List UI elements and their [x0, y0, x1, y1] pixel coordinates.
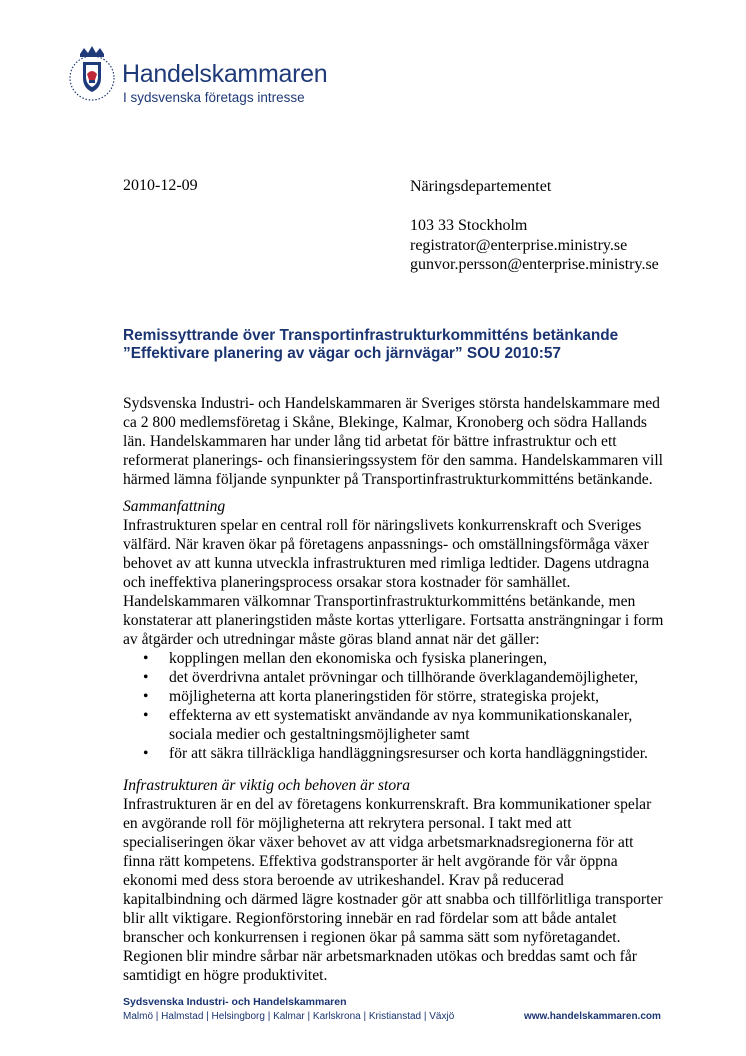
- bullet-icon: •: [143, 745, 149, 762]
- intro-paragraph: [123, 394, 663, 489]
- paragraph-line: av åtgärder och utredningar måste göras bland annat när det gäller:: [123, 631, 540, 648]
- infrastructure-section: [123, 776, 663, 985]
- paragraph-line: Regionen blir mindre sårbar när arbetsmarknaden utökas och breddas samt och får: [123, 948, 637, 965]
- footer-cities: Malmö | Halmstad | Helsingborg | Kalmar | Karlskrona | Kristianstad | Växjö: [123, 1011, 455, 1022]
- section-heading: Sammanfattning: [123, 498, 226, 515]
- paragraph-line: Sydsvenska Industri- och Handelskammaren är Sveriges största handelskammare med: [123, 395, 660, 412]
- bullet-item: [123, 706, 643, 744]
- paragraph-line: reformerat planerings- och finansieringssystem för den samma. Handelskammaren vill: [123, 452, 663, 469]
- bullet-item: [123, 668, 643, 687]
- bullet-icon: •: [143, 650, 149, 667]
- paragraph-line: kapitalbindning och därmed lägre kostnader gör att snabba och tillförlitliga transporter: [123, 891, 663, 908]
- recipient-address: [410, 177, 659, 275]
- paragraph-line: Handelskammaren välkomnar Transportinfrastrukturkommitténs betänkande, men: [123, 593, 636, 610]
- summary-section: [123, 497, 664, 763]
- paragraph-line: konstaterar att planeringstiden måste kortas ytterligare. Fortsatta ansträngningar i form: [123, 612, 664, 629]
- paragraph-line: blir allt viktigare. Regionförstoring innebär en rad fördelar som att både antalet: [123, 910, 617, 927]
- bullet-text: effekterna av ett systematiskt användande av nya kommunikationskanaler,: [169, 707, 633, 724]
- paragraph-line: behovet av att kunna utveckla infrastrukturen med rimliga ledtider. Dagens utdragna: [123, 555, 650, 572]
- recipient-email: registrator@enterprise.ministry.se: [410, 236, 628, 254]
- bullet-text: kopplingen mellan den ekonomiska och fysiska planeringen,: [169, 650, 548, 667]
- recipient-line: 103 33 Stockholm: [410, 217, 528, 234]
- crown-seal-icon: [66, 44, 118, 106]
- recipient-email: gunvor.persson@enterprise.ministry.se: [410, 256, 659, 273]
- title-line: ”Effektivare planering av vägar och järnvägar” SOU 2010:57: [123, 345, 561, 362]
- bullet-text: möjligheterna att korta planeringstiden för större, strategiska projekt,: [169, 688, 599, 705]
- paragraph-line: välfärd. När kraven ökar på företagens anpassnings- och omställningsförmåga växer: [123, 536, 649, 553]
- paragraph-line: härmed lämna följande synpunkter på Transportinfrastrukturkommitténs betänkande.: [123, 471, 653, 488]
- footer-organization: Sydsvenska Industri- och Handelskammaren: [123, 996, 347, 1008]
- paragraph-line: län. Handelskammaren har under lång tid arbetat för bättre infrastruktur och ett: [123, 433, 617, 450]
- bullet-icon: •: [143, 688, 149, 705]
- paragraph-line: Infrastrukturen är en del av företagens konkurrenskraft. Bra kommunikationer spelar: [123, 796, 652, 813]
- paragraph-line: ca 2 800 medlemsföretag i Skåne, Blekinge, Kalmar, Kronoberg och södra Hallands: [123, 414, 647, 431]
- paragraph-line: branscher och konkurrensen i regionen ökar på samma sätt som nyföretagandet.: [123, 929, 621, 946]
- bullet-text: för att säkra tillräckliga handläggningsresurser och korta handläggningstider.: [169, 745, 648, 762]
- paragraph-line: specialiseringen ökar växer behovet av att vidga arbetsmarknadsregionerna för att: [123, 834, 634, 851]
- summary-bullet-list: [123, 649, 648, 763]
- document-title: [123, 327, 618, 363]
- paragraph-line: ekonomi med dess stora beroende av utrikeshandel. Krav på reducerad: [123, 872, 564, 889]
- title-line: Remissyttrande över Transportinfrastrukturkommitténs betänkande: [123, 327, 619, 344]
- paragraph-line: en avgörande roll för möjligheterna att rekrytera personal. I takt med att: [123, 815, 572, 832]
- handelskammaren-logo: [66, 44, 326, 106]
- bullet-text: det överdrivna antalet prövningar och tillhörande överklagandemöjligheter,: [169, 669, 639, 686]
- bullet-icon: •: [143, 707, 149, 724]
- paragraph-line: och ineffektiva planeringsprocess orsakar stora kostnader för samhället.: [123, 574, 571, 591]
- logo-name: Handelskammaren: [122, 60, 328, 88]
- paragraph-line: Infrastrukturen spelar en central roll för näringslivets konkurrenskraft och Sveriges: [123, 517, 642, 534]
- bullet-item: [123, 687, 643, 706]
- logo-tagline: I sydsvenska företags intresse: [123, 90, 305, 105]
- paragraph-line: finna rätt kompetens. Effektiva godstransporter är helt avgörande för vår öppna: [123, 853, 618, 870]
- recipient-line: Näringsdepartementet: [410, 178, 552, 195]
- bullet-item: [123, 649, 643, 668]
- bullet-item: [123, 744, 648, 763]
- bullet-text-continued: sociala medier och gestaltningsmöjligheter samt: [169, 726, 470, 743]
- bullet-icon: •: [143, 669, 149, 686]
- footer-website-link[interactable]: www.handelskammaren.com: [524, 1011, 661, 1022]
- paragraph-line: samtidigt en högre produktivitet.: [123, 967, 328, 984]
- letter-date: 2010-12-09: [123, 177, 198, 194]
- section-heading: Infrastrukturen är viktig och behoven är stora: [123, 777, 410, 794]
- recipient-spacer: [410, 197, 659, 217]
